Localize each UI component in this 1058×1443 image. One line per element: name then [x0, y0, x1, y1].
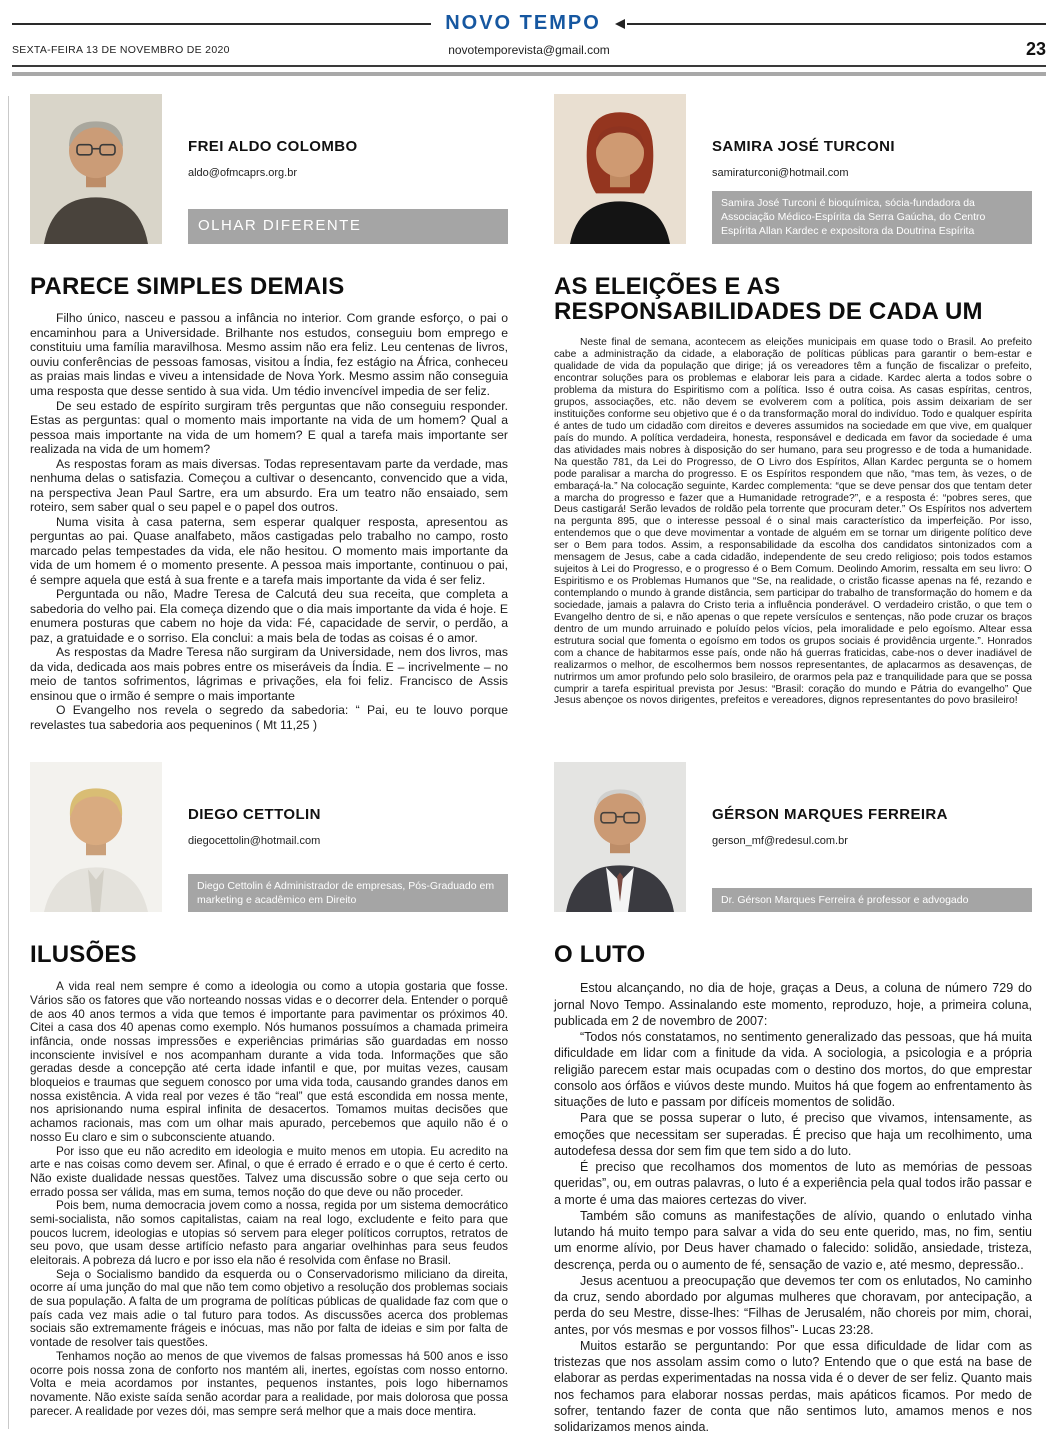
author-bio-banner: Dr. Gérson Marques Ferreira é professor e advogado: [712, 888, 1032, 912]
author-info: [162, 762, 508, 912]
article-body: [554, 980, 1032, 1435]
author-name: DIEGO CETTOLIN: [188, 806, 321, 824]
issue-date: SEXTA-FEIRA 13 DE NOVEMBRO DE 2020: [12, 43, 230, 56]
paragraph: A vida real nem sempre é como a ideologia ou como a utopia gostaria que fosse. Vários são os fatores que vão norteando nossas vidas e o decorrer dela. Entender o porquê de aos 40 anos termos a vida que temos é importante para pavimentar os próximos 40. Citei a casa dos 40 apenas como exemplo. Nós humanos possuímos a chamada primeira infância, onde nossas impressões e experiências primárias são guardadas em nosso inconsciente invisível e nos acompanham durante a vida toda. Informações que são geradas desde a concepção até certa idade infantil e que, por muitas vezes, causam bloqueios e traumas que seguem conosco por uma vida toda, causando grandes danos em nossa existência. A vida real por vezes é tão “real” que está escondida em nossa mente, nos aprisionando numa espiral infinita de desacertos. Tomamos muitas decisões que achamos racionais, mas com um olhar mais apurado, percebemos que aquilo não é o nosso Eu claro e sim o subconsciente atuando.: [30, 980, 508, 1144]
author-block: [30, 762, 508, 912]
article-title: PARECE SIMPLES DEMAIS: [30, 272, 345, 300]
paragraph: Numa visita à casa paterna, sem esperar qualquer resposta, apresentou as perguntas ao pai. Quase analfabeto, mãos castigadas pelo trabalho no campo, rosto marcado pelas tempestades da vida, ele não hesitou. O momento mais importante da vida de um homem é o momento presente. A pessoa mais importante, continuou o pai, é sempre aquela que está à sua frente e a tarefa mais importante da vida é ser feliz.: [30, 514, 508, 587]
left-vertical-rule: [8, 96, 9, 1429]
author-block: [554, 762, 1032, 912]
articles-grid: [0, 76, 1058, 1436]
article-body: [554, 337, 1032, 707]
author-info: [686, 94, 1032, 244]
contact-email: novotemporevista@gmail.com: [448, 42, 610, 57]
author-block: [554, 94, 1032, 244]
author-name: GÉRSON MARQUES FERREIRA: [712, 806, 948, 824]
author-email: samiraturconi@hotmail.com: [712, 166, 849, 179]
paragraph: Muitos estarão se perguntando: Por que essa dificuldade de lidar com as tristezas que nos assolam assim como o luto? Entendo que o que está na base de elaborar as perdas experimentadas na nossa vida é o dever de ser feliz. Quanto mais nos fechamos para elaborar nossas perdas, mais apáticos ficamos. Por medo de sofrer, tentando fazer de conta que não sentimos luto, amamos menos e nos solidarizamos menos ainda.: [554, 1338, 1032, 1435]
masthead-row: [12, 12, 1046, 35]
author-email: diegocettolin@hotmail.com: [188, 835, 321, 848]
paragraph: Jesus acentuou a preocupação que devemos ter com os enlutados, No caminho da cruz, sendo abordado por algumas mulheres que choravam, por antecipação, a perda do seu Mestre, disse-lhes: “Filhas de Jerusalém, não choreis por mim, chorai, antes, por vós mesmas e por vossos filhos”- Lucas 23:28.: [554, 1273, 1032, 1337]
article-body: [30, 311, 508, 732]
article-parece-simples-demais: [30, 94, 508, 733]
author-photo-frei-aldo: [30, 94, 162, 244]
author-bio-banner: Samira José Turconi é bioquímica, sócia-fundadora da Associação Médico-Espírita da Serra Gaúcha, do Centro Espírita Allan Kardec e expositora da Doutrina Espírita: [712, 191, 1032, 244]
masthead-rule-left: [12, 23, 431, 25]
masthead-rule-right: [627, 23, 1046, 25]
author-photo-samira: [554, 94, 686, 244]
paragraph: Seja o Socialismo bandido da esquerda ou o Conservadorismo miliciano da direita, ocorre aí uma junção do mal que não tem como objetivo a resolução dos problemas sociais de sua população. A falta de um programa de políticas públicas de qualidade faz com que o país cada vez mais adie o tal futuro para todos. As discussões acerca dos problemas sociais são extremamente frágeis e inócuas, mas não por falta de ideias e sim por falta de vontade de resolver tais questões.: [30, 1267, 508, 1350]
author-photo-diego: [30, 762, 162, 912]
column-banner: OLHAR DIFERENTE: [188, 209, 508, 243]
article-o-luto: [554, 762, 1032, 1435]
article-body: [30, 980, 508, 1418]
paragraph: “Todos nós constatamos, no sentimento generalizado das pessoas, que há muita dificuldade em lidar com a finitude da vida. A sociologia, a psicologia e a própria religião parecem estar mais ocupadas com o destino dos mortos, do que emprestar consolo aos órfãos e viúvos deste mundo. Muitos há que fogem ao enfrentamento às situações de luto e passam por difíceis momentos de solidão.: [554, 1030, 1032, 1110]
paragraph: Estou alcançando, no dia de hoje, graças a Deus, a coluna de número 729 do jornal Novo Tempo. Assinalando este momento, reproduzo, hoje, a primeira coluna, publicada em 2 de novembro de 2007:: [554, 981, 1032, 1028]
paragraph: As respostas da Madre Teresa não surgiram da Universidade, nem dos livros, mas da vida, dedicada aos mais pobres entre os miseráveis da Índia. E – incrivelmente – no meio de tantos sofrimentos, lágrimas e privações, ela foi feliz. Francisco de Assis ensinou que o irmão é sempre o mais importante: [30, 645, 508, 703]
author-info: [686, 762, 1032, 912]
paragraph: Também são comuns as manifestações de alívio, quando o enlutado vinha lutando há muito tempo para salvar a vida do seu ente querido, mas, no fim, sentiu um enorme alívio, por Deus haver chamado o falecido: solidão, ansiedade, tristeza, descrença, perda ou o aumento de fé, sensação de vazio e, até mesmo, depressão..: [554, 1208, 1032, 1272]
paragraph: Pois bem, numa democracia jovem como a nossa, regida por um sistema democrático semi-socialista, não somos capitalistas, caiam na real logo, excludente e feito para que poucos lucrem, ideologias e utopias só servem para eleger políticos corruptos, retratos de seu povo, que usam desse artifício nefasto para angariar ovelhinhas para seus feudos eleitorais. A pobreza dá lucro e por isso ela não é resolvida com ênfase no Brasil.: [30, 1199, 508, 1268]
author-bio-banner: Diego Cettolin é Administrador de empresas, Pós-Graduado em marketing e acadêmico em Direito: [188, 874, 508, 912]
article-title: ILUSÕES: [30, 941, 137, 969]
masthead-arrow-icon: [615, 19, 625, 29]
paragraph: Neste final de semana, acontecem as eleições municipais em quase todo o Brasil. Ao prefeito cabe a administração da cidade, a elaboração de políticas públicas para garantir o bem-estar e qualidade de vida da população que dirige; já os vereadores têm a função de fiscalizar o prefeito, encontrar soluções para os problemas e elaborar leis para a cidade. Kardec alerta a todos sobre o problema da mistura do Espiritismo com a política. Isso é outra coisa. As casas espíritas, centros, grupos, associações, etc. não devem se evolverem com a política, pois assim deixariam de ser instituições conforme seu objetivo que é o da transformação moral do indivíduo. Todo e qualquer espírita é antes de tudo um cidadão com direitos e deveres assumidos na sociedade em que vive, em qualquer país do mundo. A política verdadeira, honesta, responsável e dedicada em favor da sociedade é uma das atividades mais nobres à disposição do ser humano, para seu progresso e de toda a humanidade. Na questão 781, da Lei do Progresso, de O Livro dos Espíritos, Allan Kardec pergunta se o homem pode paralisar a marcha do progresso. E os Espíritos respondem que não, “mas tem, às vezes, o de embaraçá-la.” Na colocação seguinte, Kardec complementa: “que se deve pensar dos que tentam deter a marcha do progresso e fazer que a Humanidade retrograde?”, e a resposta é: “pobres seres, que Deus castigará! Serão levados de roldão pela torrente que procuram deter.” Os Espíritos nos advertem na pergunta 895, que o interesse pessoal é o sinal mais característico da imperfeição. Por isso, entendemos que o que deve movimentar a vontade de alguém em se tornar um dirigente político deve ser o Bem para todos. Assim, a responsabilidade da escolha dos candidatos sintonizados com a mensagem de Jesus, cabe a cada cidadão, independente de seu credo religioso; pois todos estamos sujeitos à Lei do Progresso, e o progresso é o Bem Comum. Deolindo Amorim, ressalta em seu livro: O Espiritismo e os Problemas Humanos que “Se, na realidade, o cristão ficasse apenas na fé, rezando e contemplando o mundo à grande distância, sem participar do trabalho de transformação do homem e da sociedade, jamais a palavra do Cristo teria a influência ponderável. O verdadeiro cristão, o que tem o Evangelho dentro de si, e não apenas o que repete versículos e sentenças, não pode cruzar os braços dentro de um mundo arruinado e poluído pelos vícios, pela imoralidade e pelo egoísmo. Altear essa estrutura social que fomenta o egoísmo em todos os grupos sociais é providência urgente.”. Honrados com a chance de habitarmos esse país, onde não há guerras fraticidas, cabe-nos o dever inadiável de realizarmos o melhor, de escolhermos bem nossos representantes, de aplacarmos as desavenças, de nutrirmos um amor profundo pelo solo brasileiro, de orarmos pela paz e tranquilidade para que se possa cumprir a tarefa espiritual prevista por Jesus: “Brasil: coração do mundo e Pátria do evangelho” Que Jesus abençoe os novos dirigentes, prefeitos e vereadores, dignos representantes do povo brasileiro!: [554, 337, 1032, 707]
article-as-eleicoes: [554, 94, 1032, 733]
paragraph: As respostas foram as mais diversas. Todas representavam parte da verdade, mas nenhuma delas o satisfazia. Começou a cultivar o desencanto, convencido que a vida, na perspectiva Jean Paul Sartre, era um absurdo. Era um teatro não ensaiado, sem roteiro, sem saber qual o seu papel e o papel dos outros.: [30, 456, 508, 515]
paragraph: Filho único, nasceu e passou a infância no interior. Com grande esforço, o pai o encaminhou para a Universidade. Brilhante nos estudos, conseguiu bom emprego e constituiu uma família maravilhosa. Mesmo assim não era feliz. Leu centenas de livros, ouviu conferências de pessoas famosas, visitou a Índia, fez estágio na África, conheceu as praias mais lindas e viveu a intensidade de Nova York. Mesmo assim não conseguia uma resposta que desse sentido à sua vida. Um tédio invencível impedia de ser feliz.: [30, 311, 508, 398]
paragraph: Perguntada ou não, Madre Teresa de Calcutá deu sua receita, que completa a sabedoria do velho pai. Ela começa dizendo que o dia mais importante da vida é hoje. E enumera posturas que cabem no hoje da vida: Fé, capacidade de servir, o perdão, a paz, a gratuidade e o sorriso. Ela conclui: a mais bela de todas as coisas é o amor.: [30, 587, 508, 645]
author-info: [162, 94, 508, 244]
paragraph: Tenhamos noção ao menos de que vivemos de falsas promessas há 500 anos e isso ocorre pois nossa zona de conforto nos mantém ali, inertes, egoístas com nosso entorno. Volta e meia acordamos por instantes, pequenos instantes, pois logo hibernamos novamente. Não existe saída senão acordar para a realidade, por mais dolorosa que possa parecer. A realidade por vezes dói, mas sempre será melhor que a mais doce mentira.: [30, 1349, 508, 1418]
author-block: [30, 94, 508, 244]
author-email: aldo@ofmcaprs.org.br: [188, 166, 297, 179]
author-photo-gerson: [554, 762, 686, 912]
article-title: AS ELEIÇÕES E AS RESPONSABILIDADES DE CADA UM: [554, 272, 983, 326]
article-ilusoes: [30, 762, 508, 1435]
page-header: [0, 0, 1058, 76]
author-name: FREI ALDO COLOMBO: [188, 137, 358, 155]
paragraph: Por isso que eu não acredito em ideologia e muito menos em utopia. Eu acredito na arte e nas coisas como devem ser. Afinal, o que é errado é errado e o que é certo é certo. Não existe dualidade nessas questões. Talvez uma discussão sobre o que seja certo ou errado possa ser válida, mas em suma, temos noção do que deve ou não proceder.: [30, 1144, 508, 1199]
page-number: 23: [1025, 39, 1046, 59]
masthead: NOVO TEMPO: [445, 12, 601, 34]
paragraph: De seu estado de espírito surgiram três perguntas que não conseguiu responder. Estas as perguntas: qual o momento mais importante na vida de um homem? Qual a pessoa mais importante na vida de um homem? E qual a tarefa mais importante ser realizada na vida de um homem?: [30, 398, 508, 457]
author-name: SAMIRA JOSÉ TURCONI: [712, 137, 895, 155]
author-email: gerson_mf@redesul.com.br: [712, 835, 848, 848]
paragraph: Para que se possa superar o luto, é preciso que vivamos, intensamente, as emoções que necessitam ser superadas. É preciso que haja um recolhimento, uma autodefesa dessa dor sem fim que tem sido a do luto.: [554, 1111, 1032, 1158]
header-rule-thin: [12, 65, 1046, 67]
paragraph: O Evangelho nos revela o segredo da sabedoria: “ Pai, eu te louvo porque revelastes tua sabedoria aos pequeninos ( Mt 11,25 ): [30, 703, 508, 732]
article-title: O LUTO: [554, 941, 646, 969]
paragraph: É preciso que recolhamos dos momentos de luto as memórias de pessoas queridas”, ou, em outras palavras, o luto é a experiência pela qual todos irão passar e a morte é uma das maiores certezas do viver.: [554, 1160, 1032, 1207]
header-meta-row: [12, 39, 1046, 60]
